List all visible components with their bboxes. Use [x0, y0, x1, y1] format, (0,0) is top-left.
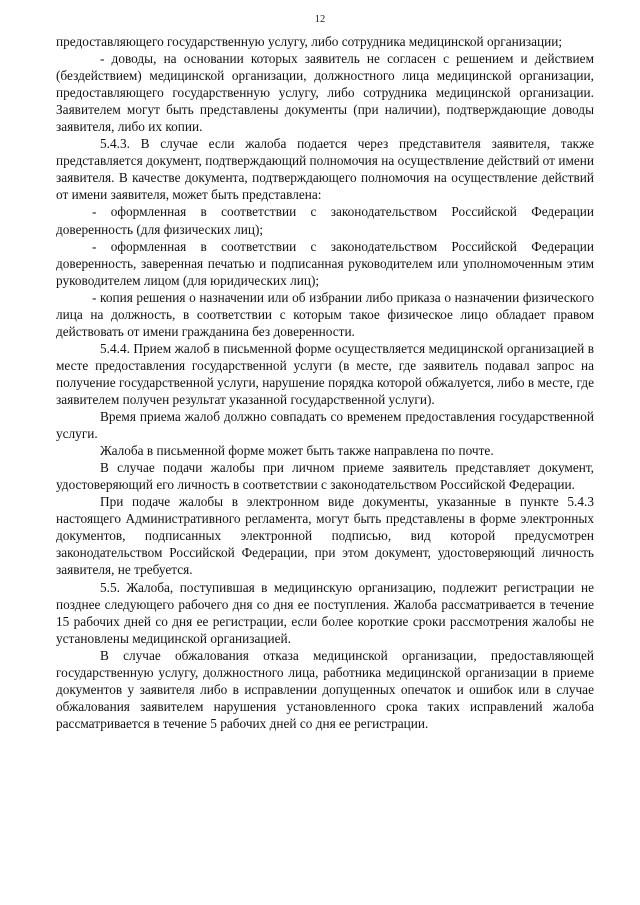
- paragraph: - оформленная в соответствии с законодательством Российской Федерации доверенность, заверенная печатью и подписанная руководителем или уполномоченным этим руководителем лицом (для юридических лиц);: [56, 238, 594, 288]
- paragraph: В случае подачи жалобы при личном приеме заявитель представляет документ, удостоверяющий его личность в соответствии с законодательством Российской Федерации.: [56, 460, 594, 493]
- paragraph: Время приема жалоб должно совпадать со временем предоставления государственной услуги.: [56, 409, 594, 442]
- paragraph: 5.4.3. В случае если жалоба подается через представителя заявителя, также представляется документ, подтверждающий полномочия на осуществление действий от имени заявителя. В качестве документа, подтверждающего полномочия на осуществление действий от имени заявителя, может быть представлена:: [56, 136, 594, 203]
- paragraph: Жалоба в письменной форме может быть также направлена по почте.: [100, 443, 494, 459]
- paragraph: - доводы, на основании которых заявитель не согласен с решением и действием (бездействием) медицинской организации, должностного лица медицинской организации, предоставляющего государственную услугу, либо сотрудника медицинской организации. Заявителем могут быть представлены документы (при наличии), подтверждающие доводы заявителя, либо их копии.: [56, 51, 594, 135]
- paragraph: При подаче жалобы в электронном виде документы, указанные в пункте 5.4.3 настоящего Административного регламента, могут быть представлены в форме электронных документов, подписанных электронной подписью, вид которой предусмотрен законодательством Российской Федерации, при этом документ, удостоверяющий личность заявителя, не требуется.: [56, 494, 594, 578]
- document-body: [56, 33, 594, 732]
- paragraph: предоставляющего государственную услугу, либо сотрудника медицинской организации;: [56, 34, 563, 49]
- paragraph: - копия решения о назначении или об избрании либо приказа о назначении физического лица на должность, в соответствии с которым такое физическое лицо обладает правом действовать от имени гражданина без доверенности.: [56, 289, 594, 339]
- paragraph: 5.4.4. Прием жалоб в письменной форме осуществляется медицинской организацией в месте предоставления государственной услуги (в месте, где заявитель подавал запрос на получение государственной услуги, нарушение порядка которой обжалуется, либо в месте, где заявителем получен результат указанной государственной услуги).: [56, 340, 594, 407]
- paragraph: В случае обжалования отказа медицинской организации, предоставляющей государственную услугу, должностного лица, работника медицинской организации в приеме документов у заявителя либо в исправлении допущенных опечаток и ошибок или в случае обжалования заявителем нарушения установленного срока таких исправлений жалоба рассматривается в течение 5 рабочих дней со дня ее регистрации.: [56, 647, 594, 731]
- page-number: 12: [314, 14, 326, 25]
- paragraph: - оформленная в соответствии с законодательством Российской Федерации доверенность (для физических лиц);: [56, 204, 594, 237]
- paragraph: 5.5. Жалоба, поступившая в медицинскую организацию, подлежит регистрации не позднее следующего рабочего дня со дня ее поступления. Жалоба рассматривается в течение 15 рабочих дней со дня ее регистрации, если более короткие сроки рассмотрения жалобы не установлены медицинской организацией.: [56, 579, 594, 646]
